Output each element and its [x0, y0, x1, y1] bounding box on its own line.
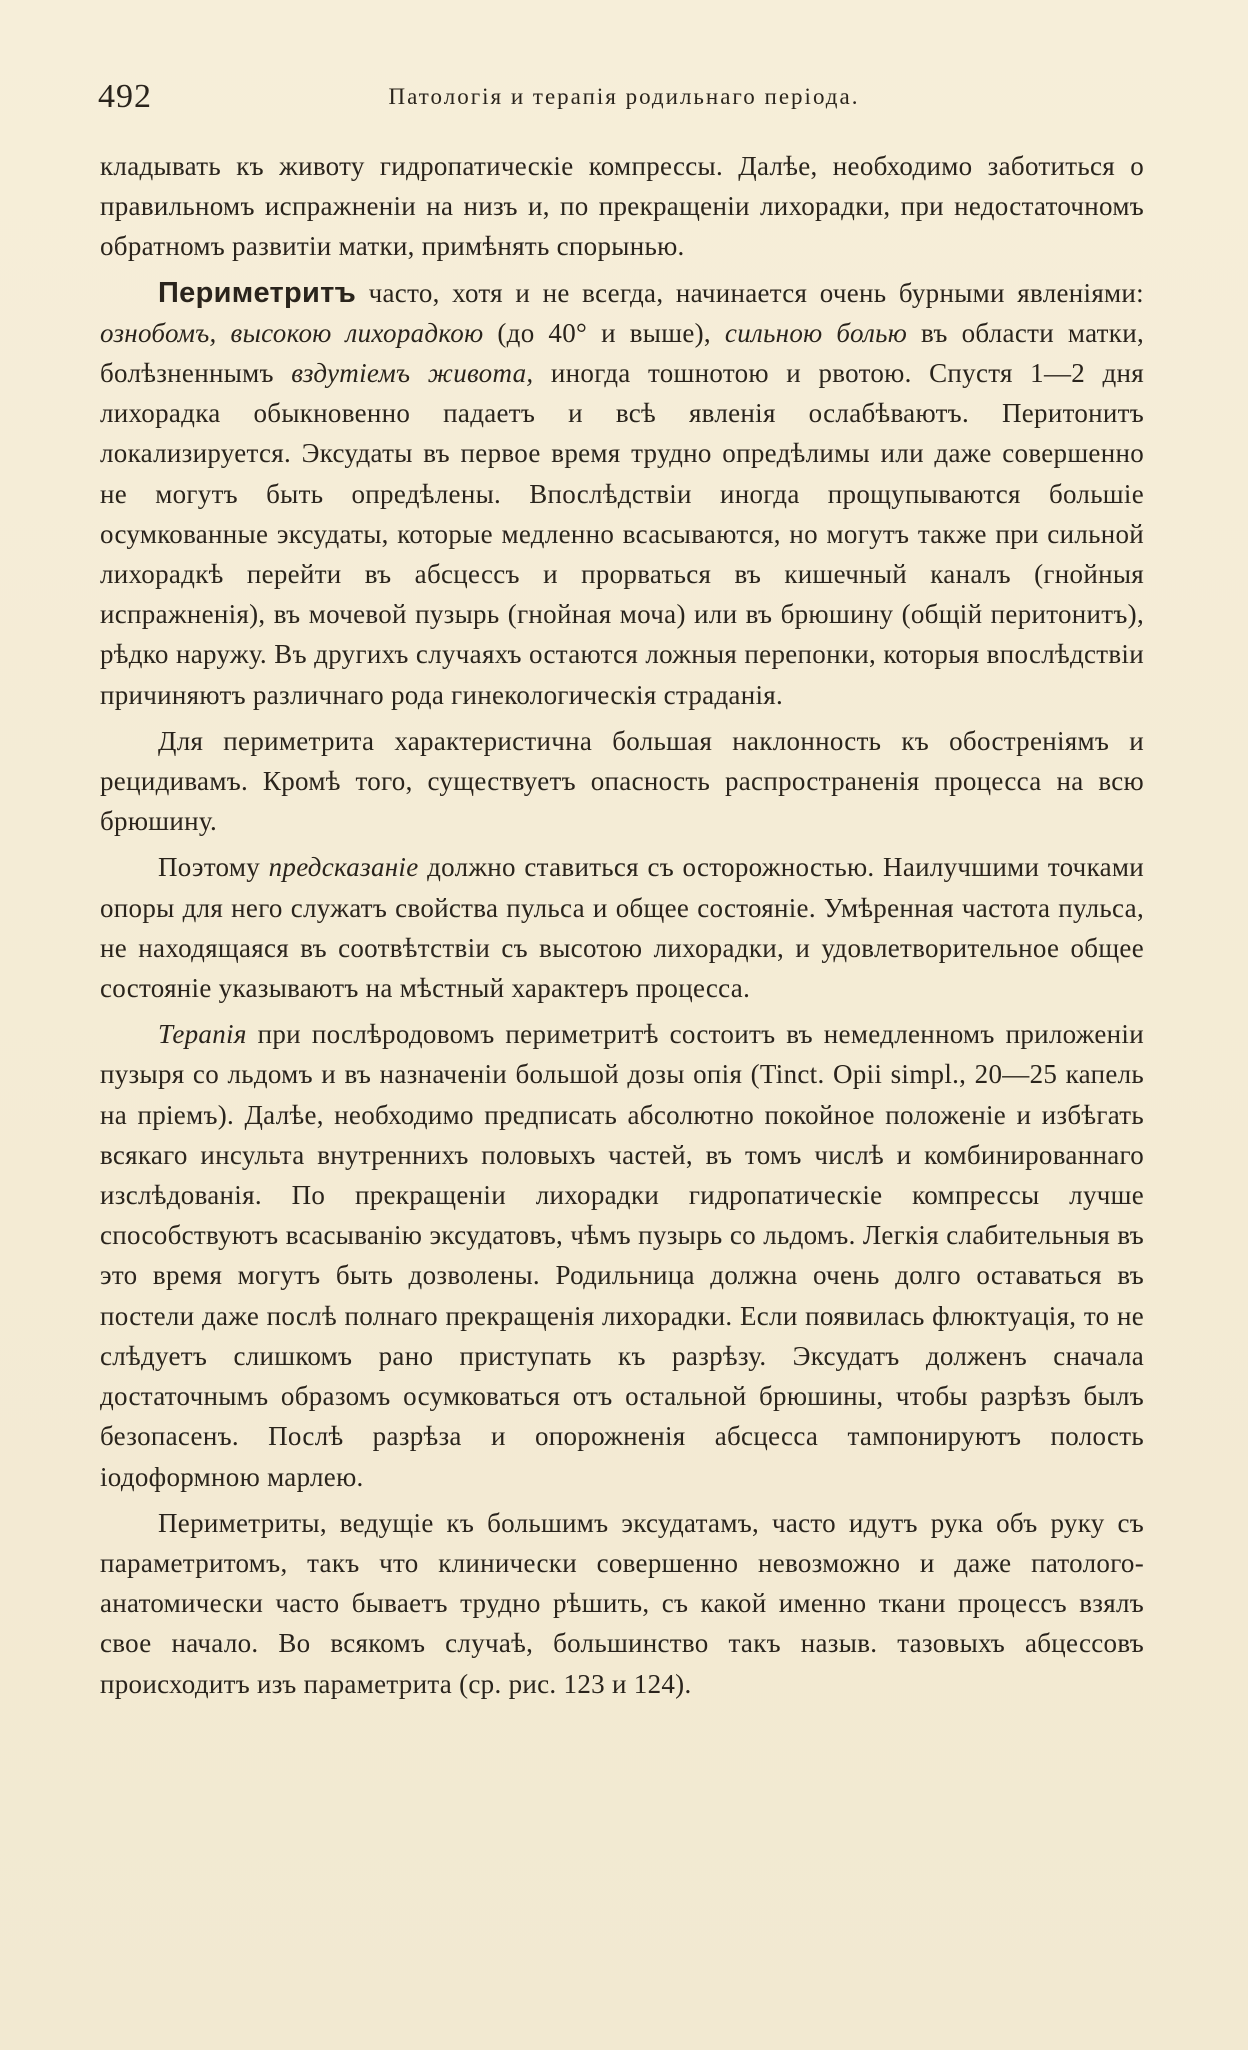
- running-title: Патологія и терапія родильнаго періода.: [388, 84, 860, 109]
- paragraph-text: часто, хотя и не всегда, начинается очень бурными явленіями:: [356, 277, 1144, 308]
- emphasis-text: вздутіемъ живота,: [291, 358, 534, 389]
- paragraph: [100, 847, 1144, 1008]
- paragraph: [100, 721, 1144, 842]
- paragraph-text: при послѣродовомъ периметритѣ состоитъ въ немедленномъ приложеніи пузыря со льдомъ и въ назначеніи большой дозы опія (Tinct. Opii simpl., 20—25 капель на пріемъ). Далѣе, необходимо предписать абсолютно покойное положеніе и избѣгать всякаго инсульта внутреннихъ половыхъ частей, въ томъ числѣ и комбинированнаго изслѣдованія. По прекращеніи лихорадки гидропатическіе компрессы лучше способствуютъ всасыванію эксудатовъ, чѣмъ пузырь со льдомъ. Легкія слабительныя въ это время могутъ быть дозволены. Родильница должна очень долго оставаться въ постели даже послѣ полнаго прекращенія лихорадки. Если появилась флюктуація, то не слѣдуетъ слишкомъ рано приступать къ разрѣзу. Эксудатъ долженъ сначала достаточнымъ образомъ осумковаться отъ остальной брюшины, чтобы разрѣзъ былъ безопасенъ. Послѣ разрѣза и опорожненія абсцесса тампонируютъ полость іодоформною марлею.: [100, 1019, 1144, 1492]
- body-text: [100, 146, 1144, 1710]
- paragraph-text: кладывать къ животу гидропатическіе компрессы. Далѣе, необходимо заботиться о правильномъ испражненіи на низъ и, по прекращеніи лихорадки, при недостаточномъ обратномъ развитіи матки, примѣнять спорынью.: [100, 151, 1144, 262]
- paragraph-text: должно ставиться съ осторожностью. Наилучшими точками опоры для него служатъ свойства пульса и общее состояніе. Умѣренная частота пульса, не находящаяся въ соотвѣтствіи съ высотою лихорадки, и удовлетворительное общее состояніе указываютъ на мѣстный характеръ процесса.: [100, 852, 1144, 1004]
- paragraph-text: въ области матки, болѣзненнымъ: [100, 317, 1144, 389]
- page-header: [96, 78, 1152, 118]
- paragraph-text: Поэтому: [158, 852, 269, 883]
- paragraph-text: (до 40° и выше),: [483, 317, 725, 348]
- paragraph-text: Для периметрита характеристична большая наклонность къ обостреніямъ и рецидивамъ. Кромѣ того, существуетъ опасность распространенія процесса на всю брюшину.: [100, 725, 1144, 837]
- emphasis-text: ознобомъ, высокою лихорадкою: [100, 317, 484, 348]
- paragraph: [100, 146, 1144, 267]
- paragraph-text: Периметриты, ведущіе къ большимъ эксудатамъ, часто идутъ рука объ руку съ параметритомъ, такъ что клинически совершенно невозможно и даже патолого-анатомически часто бываетъ трудно рѣшить, съ какой именно ткани процессъ взялъ свое начало. Во всякомъ случаѣ, большинство такъ назыв. тазовыхъ абцессовъ происходитъ изъ параметрита (ср. рис. 123 и 124).: [100, 1507, 1144, 1699]
- emphasis-text: сильною болью: [724, 317, 908, 348]
- emphasis-text: предсказаніе: [268, 852, 419, 883]
- paragraph: [100, 273, 1144, 715]
- page-number: 492: [98, 78, 152, 115]
- paragraph: [100, 1503, 1144, 1704]
- emphasis-text: Терапія: [158, 1019, 247, 1050]
- paragraph: [100, 1014, 1144, 1496]
- paragraph-text: иногда тошнотою и рвотою. Спустя 1—2 дня лихорадка обыкновенно падаетъ и всѣ явленія ослабѣваютъ. Перитонитъ локализируется. Эксудаты въ первое время трудно опредѣлимы или даже совершенно не могутъ быть опредѣлены. Впослѣдствіи иногда прощупываются большіе осумкованные эксудаты, которые медленно всасываются, но могутъ также при сильной лихорадкѣ перейти въ абсцессъ и прорваться въ кишечный каналъ (гнойныя испражненія), въ мочевой пузырь (гнойная моча) или въ брюшину (общій перитонитъ), рѣдко наружу. Въ другихъ случаяхъ остаются ложныя перепонки, которыя впослѣдствіи причиняютъ различнаго рода гинекологическія страданія.: [100, 358, 1144, 710]
- section-term: Периметритъ: [158, 276, 357, 309]
